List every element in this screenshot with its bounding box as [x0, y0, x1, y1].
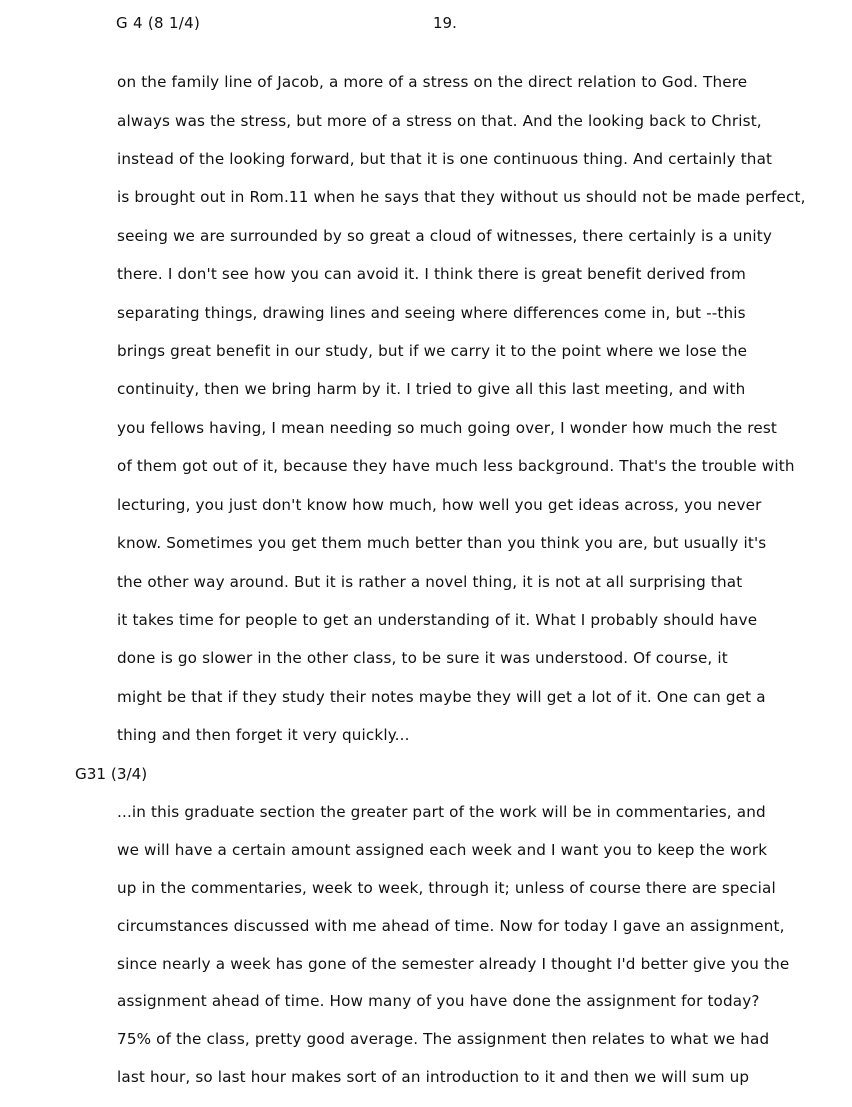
text-line: 75% of the class, pretty good average. The assignment then relates to what we had: [117, 1030, 770, 1048]
text-line: thing and then forget it very quickly...: [117, 726, 410, 744]
text-line: continuity, then we bring harm by it. I tried to give all this last meeting, and with: [117, 380, 746, 398]
text-line: always was the stress, but more of a stress on that. And the looking back to Christ,: [117, 112, 762, 130]
text-line: is brought out in Rom.11 when he says that they without us should not be made perfect,: [117, 188, 806, 206]
text-line: seeing we are surrounded by so great a cloud of witnesses, there certainly is a unity: [117, 227, 772, 245]
text-line: lecturing, you just don't know how much, how well you get ideas across, you never: [117, 496, 762, 514]
text-line: up in the commentaries, week to week, through it; unless of course there are special: [117, 879, 776, 897]
text-line: brings great benefit in our study, but if we carry it to the point where we lose the: [117, 342, 748, 360]
text-line: might be that if they study their notes maybe they will get a lot of it. One can get a: [117, 688, 766, 706]
page-number: 19.: [433, 14, 457, 32]
text-line: it takes time for people to get an understanding of it. What I probably should have: [117, 611, 758, 629]
text-line: instead of the looking forward, but that it is one continuous thing. And certainly that: [117, 150, 773, 168]
text-line: you fellows having, I mean needing so much going over, I wonder how much the rest: [117, 419, 777, 437]
text-line: there. I don't see how you can avoid it. I think there is great benefit derived from: [117, 265, 746, 283]
text-line: the other way around. But it is rather a novel thing, it is not at all surprising that: [117, 573, 743, 591]
text-line: separating things, drawing lines and seeing where differences come in, but --this: [117, 304, 746, 322]
text-line: we will have a certain amount assigned each week and I want you to keep the work: [117, 841, 768, 859]
text-line: circumstances discussed with me ahead of time. Now for today I gave an assignment,: [117, 917, 785, 935]
text-line: done is go slower in the other class, to be sure it was understood. Of course, it: [117, 649, 728, 667]
section-2-label: G31 (3/4): [75, 765, 148, 783]
text-line: assignment ahead of time. How many of you have done the assignment for today?: [117, 992, 760, 1010]
text-line: on the family line of Jacob, a more of a stress on the direct relation to God. There: [117, 73, 748, 91]
text-line: know. Sometimes you get them much better than you think you are, but usually it's: [117, 534, 767, 552]
text-line: since nearly a week has gone of the semester already I thought I'd better give you the: [117, 955, 790, 973]
header-label: G 4 (8 1/4): [116, 14, 201, 32]
text-line: of them got out of it, because they have much less background. That's the trouble with: [117, 457, 795, 475]
text-line: ...in this graduate section the greater part of the work will be in commentaries, and: [117, 803, 766, 821]
text-line: last hour, so last hour makes sort of an introduction to it and then we will sum up: [117, 1068, 750, 1086]
